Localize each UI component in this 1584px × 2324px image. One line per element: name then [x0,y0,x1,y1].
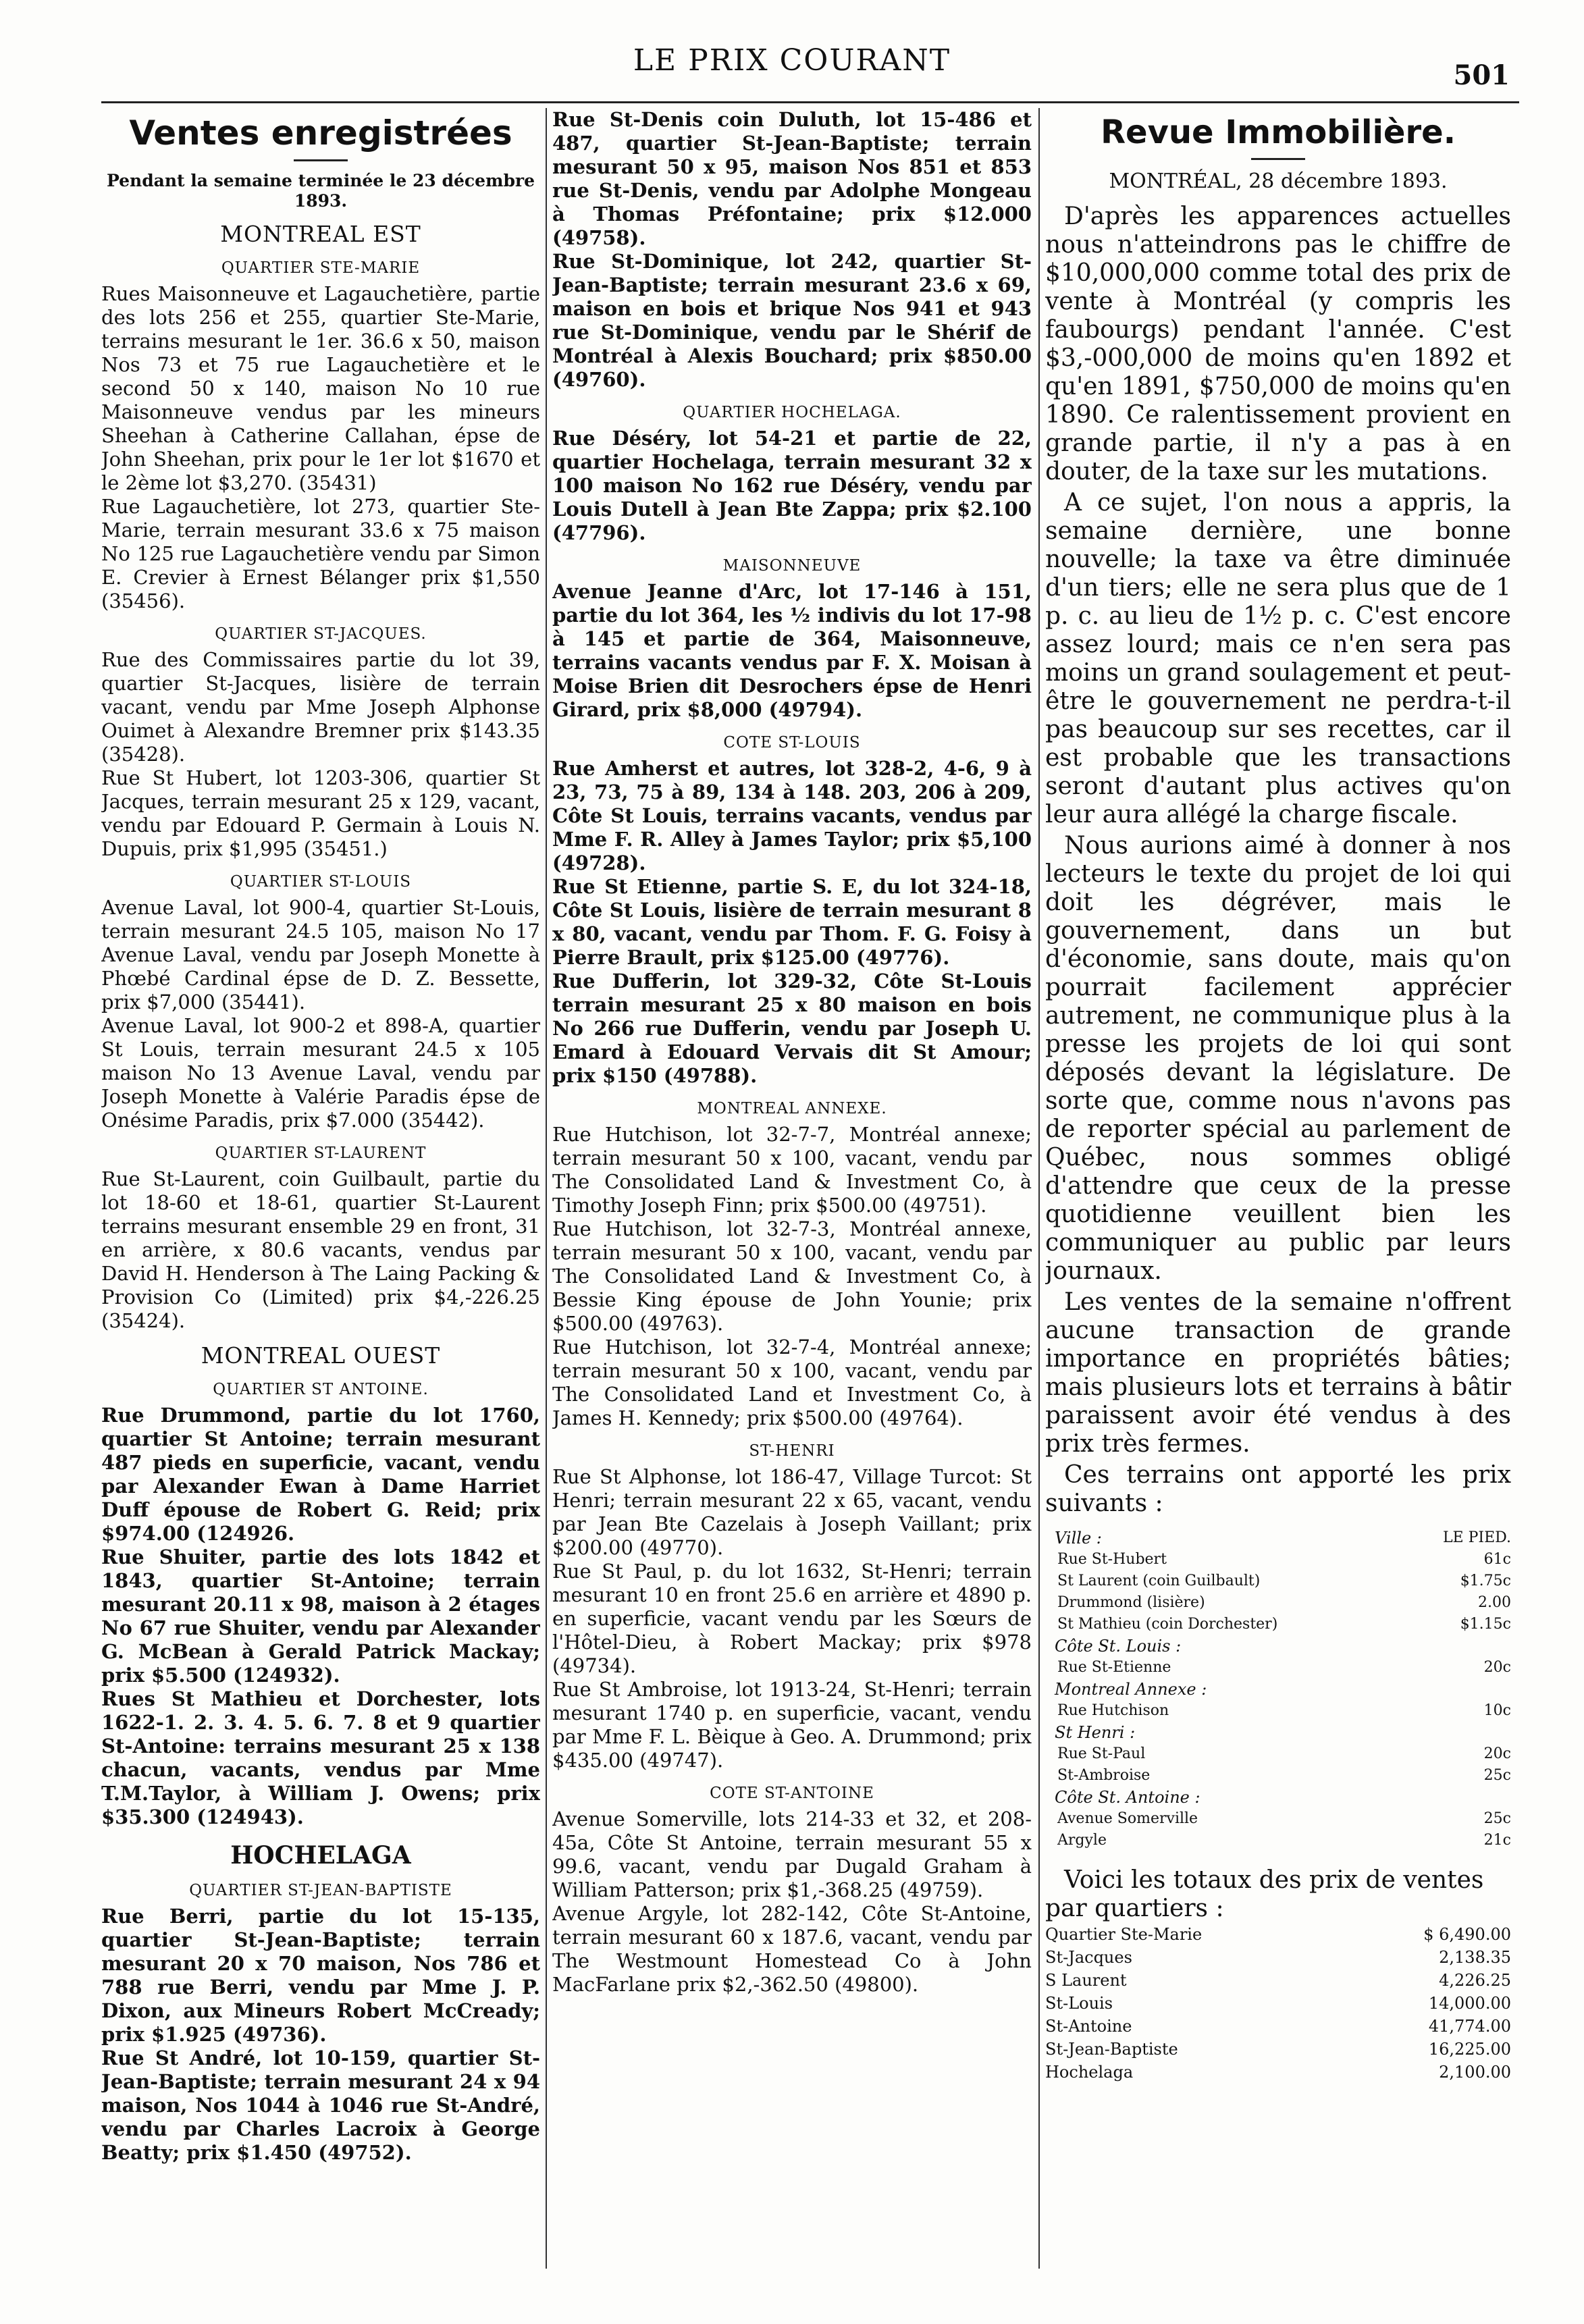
totals-row [1045,2038,1511,2061]
column-ventes-1 [101,108,540,2269]
running-title: LE PRIX COURANT [633,43,951,78]
price-row-label: St Laurent (coin Guilbault) [1057,1573,1261,1589]
quartier-heading: MAISONNEUVE [722,557,862,575]
article-paragraph: A ce sujet, l'on nous a appris, la semaine dernière, une bonne nouvelle; la taxe va être diminuée d'un tiers; elle ne sera plus que de 1 p. c. au lieu de 1½ p. c. C'est encore assez lourd; mais ce n'en sera pas moins un grand soulagement et peut-être le gouvernement ne perdra-t-il pas beaucoup sur ses recettes, car il est probable que les transactions seront d'autant plus actives qu'on leur aura allégé la charge fiscale. [1045,489,1511,828]
price-row [1045,1743,1511,1765]
totals-label: St-Louis [1045,1994,1113,2013]
price-group-heading: St Henri : [1055,1723,1136,1742]
sale-entry: Rue Amherst et autres, lot 328-2, 4-6, 9 à 23, 73, 75 à 89, 134 à 148. 203, 206 à 209, Côte St Louis, terrains vacants, vendus par Mme F. R. Alley à James Taylor; prix $5,100 (49728). [552,757,1032,874]
price-group-heading: Côte St. Antoine : [1055,1788,1200,1807]
article-paragraph: Les ventes de la semaine n'offrent aucune transaction de grande importance en propriétés bâties; mais plusieurs lots et terrains à bâtir paraissent avoir été vendus à des prix très fermes. [1045,1288,1511,1458]
totals-row [1045,1969,1511,1992]
totals-row [1045,1923,1511,1946]
totals-label: Hochelaga [1045,2063,1134,2082]
quartier-heading: ST-HENRI [749,1442,835,1460]
price-row-value: 10c [1483,1702,1511,1719]
price-row [1045,1592,1511,1614]
price-row-value: 25c [1483,1810,1511,1827]
price-row-value: 20c [1483,1745,1511,1762]
totals-heading: Voici les totaux des prix de ventes par quartiers : [1045,1866,1484,1922]
price-col-ville: Ville : [1055,1529,1102,1548]
column-divider [546,108,547,2269]
sale-entry: Rue Drummond, partie du lot 1760, quartier St Antoine; terrain mesurant 487 pieds en superficie, vacant, vendu par Alexander Ewan à Dame Harriet Duff épouse de Robert G. Reid; prix $974.00 (124926. [101,1404,540,1545]
quartier-heading: QUARTIER STE-MARIE [221,259,421,277]
quartier-heading: QUARTIER ST-LAURENT [215,1144,427,1162]
article-paragraph: Nous aurions aimé à donner à nos lecteurs le texte du projet de loi qui doit les dégréver, mais le gouvernement, dans un but d'économie, sans doute, mais qu'on pourrait facilement apprécier autrement, ne communique plus à la presse les projets de loi qui sont déposés devant la législature. De sorte que, comme nous n'avons pas de reporter spécial au parlement de Québec, nous sommes obligé d'attendre que ceux de la presse quotidienne veuillent bien les communiquer au public par leurs journaux. [1045,832,1511,1285]
column-divider [1038,108,1040,2269]
price-row-label: Rue St-Hubert [1057,1551,1167,1568]
price-row-value: $1.75c [1460,1573,1511,1589]
price-table-header [1045,1527,1511,1549]
column-revue [1045,108,1511,2269]
section-heading-revue: Revue Immobilière. [1101,113,1456,151]
price-table [1045,1527,1511,1851]
totals-row [1045,1946,1511,1969]
price-row-value: 25c [1483,1767,1511,1784]
sale-entry: Rue des Commissaires partie du lot 39, quartier St-Jacques, lisière de terrain vacant, vendu par Mme Joseph Alphonse Ouimet à Alexandre Bremner prix $143.35 (35428). [101,648,540,766]
price-row-label: St-Ambroise [1057,1767,1151,1784]
quartier-heading: QUARTIER HOCHELAGA. [683,404,901,421]
header-rule [101,101,1519,103]
sale-entry: Rue Berri, partie du lot 15-135, quartier St-Jean-Baptiste; terrain mesurant 20 x 70 maison, Nos 786 et 788 rue Berri, vendu par Mme J. P. Dixon, aux Mineurs Robert McCready; prix $1.925 (49736). [101,1905,540,2046]
week-subtitle: Pendant la semaine terminée le 23 décembre 1893. [106,171,535,211]
price-row-value: 61c [1483,1551,1511,1568]
totals-value: 2,100.00 [1439,2063,1511,2082]
price-row [1045,1570,1511,1592]
price-row-label: St Mathieu (coin Dorchester) [1057,1616,1278,1633]
short-rule [1251,158,1305,160]
price-row-label: Rue Hutchison [1057,1702,1169,1719]
price-row [1045,1614,1511,1635]
price-row [1045,1808,1511,1830]
sale-entry: Rue Dufferin, lot 329-32, Côte St-Louis terrain mesurant 25 x 80 maison en bois No 266 rue Dufferin, vendu par Joseph U. Emard à Edouard Vervais dit St Amour; prix $150 (49788). [552,970,1032,1087]
article-paragraph: Ces terrains ont apporté les prix suivants : [1045,1461,1511,1517]
sale-entry: Avenue Jeanne d'Arc, lot 17-146 à 151, partie du lot 364, les ½ indivis du lot 17-98 à 145 et partie de 364, Maisonneuve, terrains vacants vendus par F. X. Moisan à Moise Brien dit Desrochers épse de Henri Girard, prix $8,000 (49794). [552,580,1032,721]
price-row-value: $1.15c [1460,1616,1511,1633]
sale-entry: Rue St Ambroise, lot 1913-24, St-Henri; terrain mesurant 1740 p. en superficie, vacant, vendu par Mme F. L. Bèique à Geo. A. Drummond; prix $435.00 (49747). [552,1678,1032,1772]
sale-entry: Rue St Alphonse, lot 186-47, Village Turcot: St Henri; terrain mesurant 22 x 65, vacant, vendu par Jean Bte Cazelais à Joseph Vaillant; prix $200.00 (49770). [552,1465,1032,1559]
quartier-heading: QUARTIER ST-LOUIS [230,873,412,891]
price-row [1045,1549,1511,1570]
totals-row [1045,1992,1511,2015]
sale-entry: Rue St André, lot 10-159, quartier St-Jean-Baptiste; terrain mesurant 24 x 94 maison, Nos 1044 à 1046 rue St-André, vendu par Charles Lacroix à George Beatty; prix $1.450 (49752). [101,2046,540,2164]
district-heading: HOCHELAGA [230,1841,411,1870]
price-row-label: Avenue Somerville [1057,1810,1198,1827]
district-heading: MONTREAL EST [220,221,421,247]
sale-entry: Rue Shuiter, partie des lots 1842 et 1843, quartier St-Antoine; terrain mesurant 20.11 x 98, maison à 2 étages No 67 rue Shuiter, vendu par Alexander G. McBean à Gerald Patrick Mackay; prix $5.500 (124932). [101,1546,540,1687]
sale-entry: Avenue Laval, lot 900-4, quartier St-Louis, terrain mesurant 24.5 105, maison No 17 Avenue Laval, vendu par Joseph Monette à Phœbé Cardinal épse de D. Z. Bessette, prix $7,000 (35441). [101,896,540,1013]
sale-entry: Rue St-Dominique, lot 242, quartier St-Jean-Baptiste; terrain mesurant 23.6 x 69, maison en bois et brique Nos 941 et 943 rue St-Dominique, vendu par le Shérif de Montréal à Alexis Bouchard; prix $850.00 (49760). [552,250,1032,391]
article-paragraph: D'après les apparences actuelles nous n'atteindrons pas le chiffre de $10,000,000 comme total des prix de vente à Montréal (y compris les faubourgs) pendant l'année. C'est $3,-000,000 de moins qu'en 1892 et qu'en 1891, $750,000 de moins qu'en 1890. Ce ralentissement provient en grande partie, il n'y a pas à en douter, de la taxe sur les mutations. [1045,203,1511,485]
dateline: MONTRÉAL, 28 décembre 1893. [1109,169,1448,193]
page-number: 501 [1453,59,1510,91]
quartier-heading: MONTREAL ANNEXE. [697,1100,887,1117]
totals-value: 16,225.00 [1428,2040,1511,2059]
price-group-heading: Côte St. Louis : [1055,1637,1182,1656]
totals-row [1045,2015,1511,2038]
sale-entry: Rues St Mathieu et Dorchester, lots 1622-1. 2. 3. 4. 5. 6. 7. 8 et 9 quartier St-Antoine: terrains mesurant 25 x 138 chacun, vacants, vendus par Mme T.M.Taylor, à William J. Owens; prix $35.300 (124943). [101,1687,540,1828]
price-col-pied: LE PIED. [1442,1529,1511,1546]
price-row [1045,1657,1511,1679]
totals-table [1045,1923,1511,2084]
totals-label: S Laurent [1045,1971,1127,1990]
price-row [1045,1830,1511,1851]
sale-entry: Rues Maisonneuve et Lagauchetière, partie des lots 256 et 255, quartier Ste-Marie, terrains mesurant le 1er. 36.6 x 50, maison Nos 73 et 75 rue Lagauchetière et le second 50 x 140, maison No 10 rue Maisonneuve vendus par les mineurs Sheehan à Catherine Callahan, épse de John Sheehan, prix pour le 1er lot $1670 et le 2ème lot $3,270. (35431) [101,282,540,494]
totals-label: St-Antoine [1045,2017,1132,2036]
section-heading-ventes: Ventes enregistrées [129,113,512,153]
column-ventes-2 [552,108,1032,2269]
price-row [1045,1635,1511,1657]
quartier-heading: QUARTIER ST ANTOINE. [213,1381,429,1398]
sale-entry: Rue Lagauchetière, lot 273, quartier Ste-Marie, terrain mesurant 33.6 x 75 maison No 125 rue Lagauchetière vendu par Simon E. Crevier à Ernest Bélanger prix $1,550 (35456). [101,495,540,612]
totals-row [1045,2061,1511,2084]
price-row-value: 20c [1483,1659,1511,1676]
sale-entry: Avenue Somerville, lots 214-33 et 32, et 208-45a, Côte St Antoine, terrain mesurant 55 x 99.6, vacant, vendu par Dugald Graham à William Patterson; prix $1,-368.25 (49759). [552,1807,1032,1901]
quartier-heading: COTE ST-LOUIS [723,734,861,751]
totals-label: Quartier Ste-Marie [1045,1925,1203,1944]
sale-entry: Rue Hutchison, lot 32-7-7, Montréal annexe; terrain mesurant 50 x 100, vacant, vendu par The Consolidated Land & Investment Co, à Timothy Joseph Finn; prix $500.00 (49751). [552,1123,1032,1217]
totals-value: 14,000.00 [1428,1994,1511,2013]
sale-entry: Avenue Argyle, lot 282-142, Côte St-Antoine, terrain mesurant 60 x 187.6, vacant, vendu par The Westmount Homestead Co à John MacFarlane prix $2,-362.50 (49800). [552,1902,1032,1996]
totals-value: 41,774.00 [1428,2017,1511,2036]
sale-entry: Rue St-Denis coin Duluth, lot 15-486 et 487, quartier St-Jean-Baptiste; terrain mesurant 50 x 95, maison Nos 851 et 853 rue St-Denis, vendu par Adolphe Mongeau à Thomas Préfontaine; prix $12.000 (49758). [552,108,1032,249]
sale-entry: Rue Déséry, lot 54-21 et partie de 22, quartier Hochelaga, terrain mesurant 32 x 100 maison No 162 rue Déséry, vendu par Louis Dutell à Jean Bte Zappa; prix $2.100 (47796). [552,427,1032,544]
price-row-label: Argyle [1057,1832,1107,1849]
price-row [1045,1700,1511,1722]
totals-label: St-Jean-Baptiste [1045,2040,1178,2059]
totals-label: St-Jacques [1045,1948,1132,1967]
price-row-label: Rue St-Etienne [1057,1659,1171,1676]
sale-entry: Rue Hutchison, lot 32-7-4, Montréal annexe; terrain mesurant 50 x 100, vacant, vendu par The Consolidated Land et Investment Co, à James H. Kennedy; prix $500.00 (49764). [552,1336,1032,1429]
price-row [1045,1679,1511,1700]
sale-entry: Rue Hutchison, lot 32-7-3, Montréal annexe, terrain mesurant 50 x 100, vacant, vendu par The Consolidated Land & Investment Co, à Bessie King épouse de John Younie; prix $500.00 (49763). [552,1217,1032,1335]
price-group-heading: Montreal Annexe : [1055,1680,1207,1699]
sale-entry: Avenue Laval, lot 900-2 et 898-A, quartier St Louis, terrain mesurant 24.5 x 105 maison No 13 Avenue Laval, vendu par Joseph Monette à Valérie Paradis épse de Onésime Paradis, prix $7.000 (35442). [101,1014,540,1132]
price-row [1045,1787,1511,1808]
price-row-value: 21c [1483,1832,1511,1849]
totals-value: 4,226.25 [1439,1971,1511,1990]
price-row-label: Rue St-Paul [1057,1745,1146,1762]
totals-value: 2,138.35 [1439,1948,1511,1967]
district-heading: MONTREAL OUEST [201,1342,441,1369]
quartier-heading: QUARTIER ST-JACQUES. [215,625,427,643]
price-row-label: Drummond (lisière) [1057,1594,1205,1611]
sale-entry: Rue St Hubert, lot 1203-306, quartier St Jacques, terrain mesurant 25 x 129, vacant, vendu par Edouard P. Germain à Louis N. Dupuis, prix $1,995 (35451.) [101,766,540,860]
quartier-heading: COTE ST-ANTOINE [710,1785,874,1802]
totals-value: $ 6,490.00 [1423,1925,1511,1944]
short-rule [294,159,348,161]
quartier-heading: QUARTIER ST-JEAN-BAPTISTE [189,1882,452,1899]
price-row [1045,1765,1511,1787]
price-row [1045,1722,1511,1743]
sale-entry: Rue St-Laurent, coin Guilbault, partie du lot 18-60 et 18-61, quartier St-Laurent terrains mesurant ensemble 29 en front, 31 en arrière, x 80.6 vacants, vendus par David H. Henderson à The Laing Packing & Provision Co (Limited) prix $4,-226.25 (35424). [101,1167,540,1332]
sale-entry: Rue St Etienne, partie S. E, du lot 324-18, Côte St Louis, lisière de terrain mesurant 8 x 80, vacant, vendu par Thom. F. G. Foisy à Pierre Brault, prix $125.00 (49776). [552,875,1032,969]
sale-entry: Rue St Paul, p. du lot 1632, St-Henri; terrain mesurant 10 en front 25.6 en arrière et 4890 p. en superficie, vacant vendu par les Sœurs de l'Hôtel-Dieu, à Robert Mackay; prix $978 (49734). [552,1560,1032,1677]
price-row-value: 2.00 [1478,1594,1511,1611]
